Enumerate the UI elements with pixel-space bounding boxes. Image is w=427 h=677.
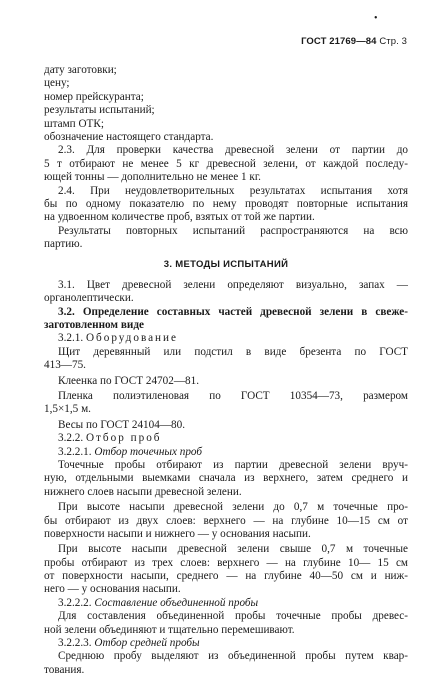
subsection-heading: заготовленном виде xyxy=(44,319,144,332)
paragraph-line: 2.3. Для проверки качества древесной зелени от партии до xyxy=(58,144,408,157)
clause-title: Оборудование xyxy=(85,332,178,345)
paragraph-line: 2.4. При неудовлетворительных результатах испытания хотя xyxy=(58,184,408,197)
paragraph-line: бы по одному показателю по нему проводят повторные испытания xyxy=(44,197,408,210)
paragraph-line: от поверхности насыпи, среднего — на глубине 40—50 см и ниж- xyxy=(44,570,408,583)
document-body xyxy=(44,64,408,677)
clause-title: Составление объединенной пробы xyxy=(94,596,259,609)
paragraph-line: Клеенка по ГОСТ 24702—81. xyxy=(58,374,200,387)
paragraph-line: Пленка полиэтиленовая по ГОСТ 10354—73, размером xyxy=(58,389,408,402)
paragraph-line: бы отбирают из двух слоев: верхнего — на глубине 10—15 см от xyxy=(44,514,408,527)
list-item: цену; xyxy=(44,77,70,90)
clause-heading xyxy=(44,637,408,650)
paragraph-line: При высоте насыпи древесной зелени свыше 0,7 м точечные xyxy=(58,543,408,556)
list-item: номер прейскуранта; xyxy=(44,90,144,103)
paragraph-line: Щит деревянный или подстил в виде брезента по ГОСТ xyxy=(58,345,408,358)
paragraph-line: тования. xyxy=(44,663,85,676)
subsection-heading: 3.2. Определение составных частей древесной зелени в свеже- xyxy=(58,305,408,318)
scan-dot-mark: • xyxy=(374,13,378,24)
list-item: дату заготовки; xyxy=(44,64,117,76)
clause-number: 3.2.2.3. xyxy=(58,637,95,650)
paragraph-line: Среднюю пробу выделяют из объединенной пробы путем квар- xyxy=(58,650,408,663)
standard-number: ГОСТ 21769—84 xyxy=(301,36,377,47)
clause-title: Отбор проб xyxy=(85,432,162,445)
paragraph-line: него — у основания насыпи. xyxy=(44,583,181,596)
paragraph-line: на удвоенном количестве проб, взятых от той же партии. xyxy=(44,211,315,224)
paragraph-line: Результаты повторных испытаний распространяются на всю xyxy=(58,224,408,237)
section-title: 3. МЕТОДЫ ИСПЫТАНИЙ xyxy=(163,259,289,271)
paragraph-line: ную, отдельными выемками сначала из верхнего, затем среднего и xyxy=(44,472,408,485)
paragraph-line: 3.1. Цвет древесной зелени определяют визуально, запах — xyxy=(58,278,408,291)
clause-number: 3.2.2. xyxy=(58,432,86,445)
clause-heading xyxy=(44,432,408,445)
paragraph-line: ющей тонны — дополнительно не менее 1 кг. xyxy=(44,171,261,184)
clause-heading xyxy=(44,446,408,459)
clause-number: 3.2.2.1. xyxy=(58,445,95,458)
paragraph-line: пробы отбирают из трех слоев: верхнего — на глубине 10— 15 см xyxy=(44,556,408,569)
paragraph-line: нижнего слоев насыпи древесной зелени. xyxy=(44,485,242,498)
paragraph-line: 413—75. xyxy=(44,359,86,372)
paragraph-line: При высоте насыпи древесной зелени до 0,7 м точечные про- xyxy=(58,501,408,514)
clause-number: 3.2.2.2. xyxy=(58,596,95,609)
paragraph-line: 1,5×1,5 м. xyxy=(44,403,91,416)
paragraph-line: 5 т отбирают не менее 5 кг древесной зелени, от каждой последу- xyxy=(44,157,408,170)
paragraph-line: Весы по ГОСТ 24104—80. xyxy=(58,418,186,431)
list-item: обозначение настоящего стандарта. xyxy=(44,130,214,143)
paragraph-line: Для составления объединенной пробы точечные пробы древес- xyxy=(58,610,408,623)
clause-title: Отбор точечных проб xyxy=(94,445,203,458)
clause-heading xyxy=(44,597,408,610)
paragraph-line: партию. xyxy=(44,238,83,251)
list-item: результаты испытаний; xyxy=(44,104,155,117)
clause-number: 3.2.1. xyxy=(58,332,86,345)
paragraph-line: поверхности насыпи и нижнего — у основания насыпи. xyxy=(44,527,311,540)
clause-heading xyxy=(44,332,408,345)
clause-title: Отбор средней пробы xyxy=(94,637,200,650)
paragraph-line: органолептически. xyxy=(44,292,134,305)
page-header xyxy=(286,36,407,47)
paragraph-line: ной зелени объединяют и тщательно перемешивают. xyxy=(44,623,295,636)
list-item: штамп ОТК; xyxy=(44,117,104,130)
page-number: Стр. 3 xyxy=(379,36,407,47)
paragraph-line: Точечные пробы отбирают из партии древесной зелени вруч- xyxy=(58,458,408,471)
